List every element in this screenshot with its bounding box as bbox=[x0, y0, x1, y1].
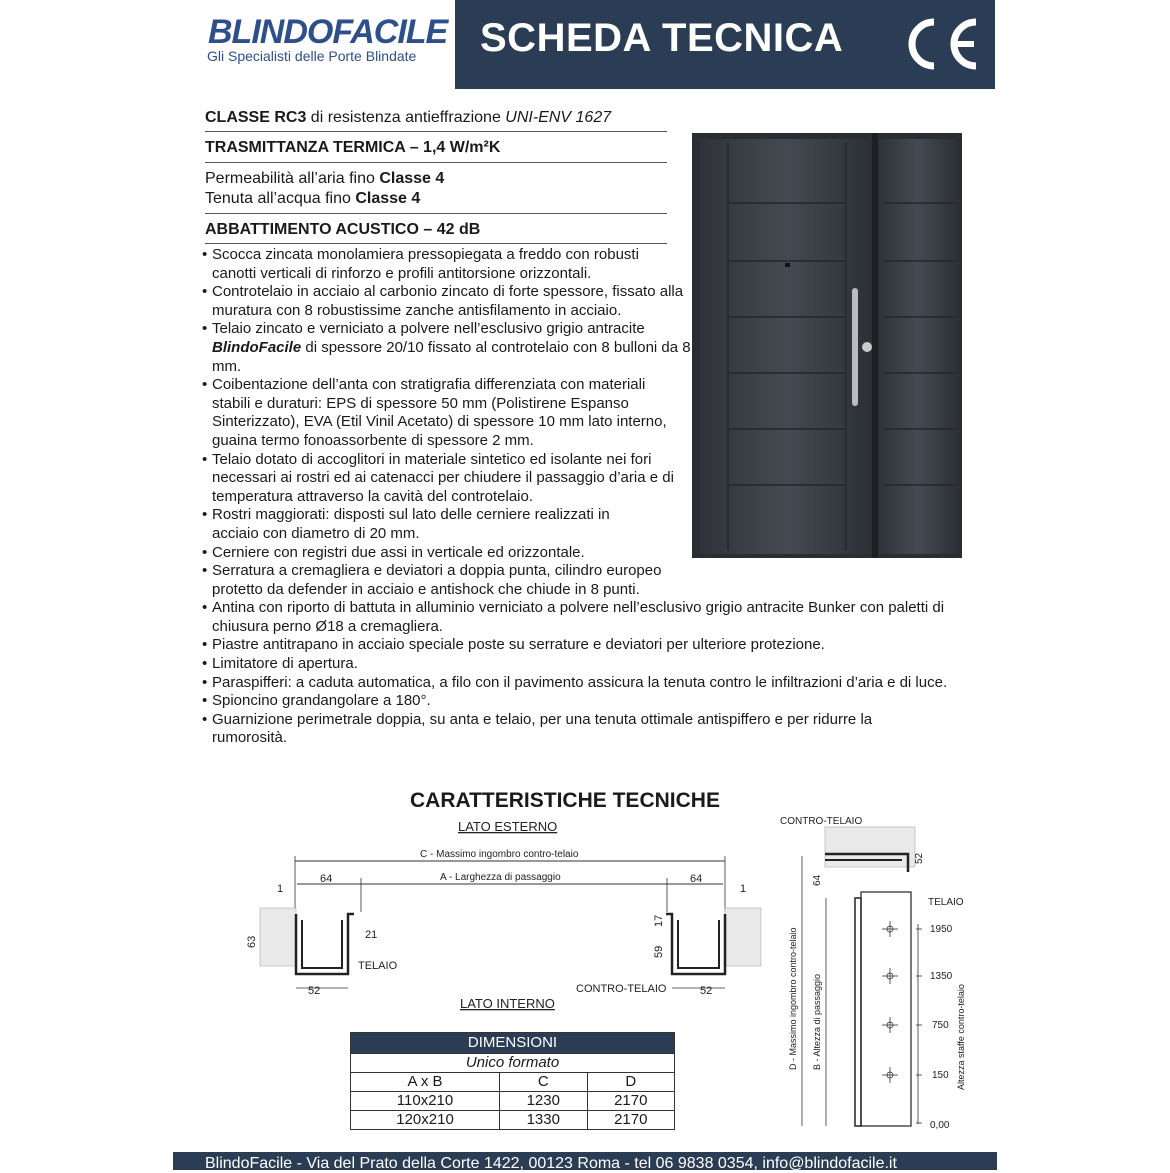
label-telaio: TELAIO bbox=[358, 960, 398, 972]
list-item: • Spioncino grandangolare a 180°. bbox=[202, 692, 972, 711]
divider bbox=[205, 243, 667, 244]
divider bbox=[205, 131, 667, 132]
label-17: 17 bbox=[653, 914, 665, 927]
list-item: • Serratura a cremagliera e deviatori a doppia punta, cilindro europeo protetto da defender in acciaio e antishock che chiude in 8 punti. bbox=[202, 562, 704, 599]
table-subtitle: Unico formato bbox=[351, 1054, 675, 1073]
label-side-b: B - Altezza di passaggio bbox=[812, 973, 822, 1070]
list-item: • Telaio dotato di accoglitori in materiale sintetico ed isolante nei fori necessari ai rostri ed ai catenacci per chiudere il passaggio d’aria e di temperatura attraverso la cavità del controtelaio. bbox=[202, 451, 702, 507]
footer-contact: BlindoFacile - Via del Prato della Corte 1422, 00123 Roma - tel 06 9838 0354, info@blindofacile.it bbox=[205, 1155, 897, 1172]
table-row bbox=[351, 1111, 675, 1130]
table-cell: 120x210 bbox=[351, 1111, 500, 1130]
spec-acoustic: ABBATTIMENTO ACUSTICO – 42 dB bbox=[205, 221, 481, 238]
list-item: • Guarnizione perimetrale doppia, su anta e telaio, per una tenuta ottimale antispiffero e per ridurre la rumorosità. bbox=[202, 711, 942, 748]
label-1-right: 1 bbox=[740, 883, 747, 895]
brand-logo: BLINDOFACILE bbox=[208, 13, 448, 51]
label-750: 750 bbox=[932, 1020, 949, 1031]
label-side-d: D - Massimo ingombro contro-telaio bbox=[788, 927, 798, 1070]
label-150: 150 bbox=[932, 1070, 949, 1081]
label-000: 0,00 bbox=[930, 1120, 950, 1131]
table-cell: 110x210 bbox=[351, 1092, 500, 1111]
label-side-staffe: Altezza staffe contro-telaio bbox=[956, 984, 966, 1090]
diagram-title: CARATTERISTICHE TECNICHE bbox=[410, 789, 720, 812]
list-item: • Rostri maggiorati: disposti sul lato delle cerniere realizzati in acciaio con diametro di 20 mm. bbox=[202, 506, 652, 543]
list-item: • Piastre antitrapano in acciaio speciale poste su serrature e deviatori per ulteriore protezione. bbox=[202, 636, 972, 655]
table-header: D bbox=[587, 1073, 675, 1092]
door-illustration bbox=[692, 133, 962, 558]
list-item: • Telaio zincato e verniciato a polvere nell’esclusivo grigio antracite BlindoFacile di spessore 20/10 fissato al controtelaio con 8 bulloni da 8 mm. bbox=[202, 320, 694, 376]
label-side-52: 52 bbox=[914, 852, 925, 864]
label-dim-a: A - Larghezza di passaggio bbox=[440, 872, 561, 883]
list-item: • Cerniere con registri due assi in verticale ed orizzontale. bbox=[202, 544, 712, 563]
table-header: A x B bbox=[351, 1073, 500, 1092]
list-item: • Coibentazione dell’anta con stratigrafia differenziata con materiali stabili e duraturi: EPS di spessore 50 mm (Polistirene Espanso Sinterizzato), EVA (Etil Vinil Acetato) di spessore 10 mm lato interno, guaina termo fonoassorbente di spessore 2 mm. bbox=[202, 376, 682, 450]
label-52-right: 52 bbox=[700, 985, 713, 997]
ce-mark-icon bbox=[900, 14, 980, 74]
table-cell: 1330 bbox=[500, 1111, 587, 1130]
brand-tagline: Gli Specialisti delle Porte Blindate bbox=[207, 48, 417, 64]
label-1-left: 1 bbox=[277, 883, 284, 895]
label-64-right: 64 bbox=[690, 873, 703, 885]
list-item: • Controtelaio in acciaio al carbonio zincato di forte spessore, fissato alla muratura con 8 robustissime zanche antisfilamento in acciaio. bbox=[202, 283, 697, 320]
label-side-contro: CONTRO-TELAIO bbox=[780, 816, 863, 827]
page-title: SCHEDA TECNICA bbox=[480, 16, 844, 60]
label-side-64: 64 bbox=[812, 874, 823, 886]
divider bbox=[205, 162, 667, 163]
label-63: 63 bbox=[246, 935, 258, 948]
table-title: DIMENSIONI bbox=[351, 1033, 675, 1054]
label-21: 21 bbox=[365, 929, 378, 941]
table-header-row bbox=[351, 1073, 675, 1092]
table-cell: 2170 bbox=[587, 1092, 675, 1111]
list-item: • Paraspifferi: a caduta automatica, a filo con il pavimento assicura la tenuta contro le infiltrazioni d’aria e di luce. bbox=[202, 674, 972, 693]
label-lato-esterno: LATO ESTERNO bbox=[458, 819, 558, 834]
dimensions-table bbox=[350, 1032, 675, 1130]
spec-water: Tenuta all’acqua fino Classe 4 bbox=[205, 190, 421, 207]
spec-thermal: TRASMITTANZA TERMICA – 1,4 W/m²K bbox=[205, 139, 501, 156]
label-1950: 1950 bbox=[930, 924, 953, 935]
label-64-left: 64 bbox=[320, 873, 333, 885]
spec-rc3: CLASSE RC3 di resistenza antieffrazione UNI-ENV 1627 bbox=[205, 109, 612, 126]
label-59: 59 bbox=[653, 945, 665, 958]
label-dim-c: C - Massimo ingombro contro-telaio bbox=[420, 849, 579, 860]
list-item: • Limitatore di apertura. bbox=[202, 655, 972, 674]
label-lato-interno: LATO INTERNO bbox=[460, 996, 555, 1011]
list-item: • Scocca zincata monolamiera pressopiegata a freddo con robusti canotti verticali di rinforzo e profili antitorsione orizzontali. bbox=[202, 246, 682, 283]
spec-air: Permeabilità all’aria fino Classe 4 bbox=[205, 170, 445, 187]
divider bbox=[205, 213, 667, 214]
label-52-left: 52 bbox=[308, 985, 321, 997]
list-item: • Antina con riporto di battuta in alluminio verniciato a polvere nell’esclusivo grigio antracite Bunker con paletti di chiusura perno Ø18 a cremagliera. bbox=[202, 599, 972, 636]
table-header: C bbox=[500, 1073, 587, 1092]
table-row bbox=[351, 1092, 675, 1111]
label-contro-telaio: CONTRO-TELAIO bbox=[576, 983, 667, 995]
label-1350: 1350 bbox=[930, 971, 953, 982]
table-cell: 1230 bbox=[500, 1092, 587, 1111]
table-cell: 2170 bbox=[587, 1111, 675, 1130]
label-side-telaio: TELAIO bbox=[928, 897, 964, 908]
